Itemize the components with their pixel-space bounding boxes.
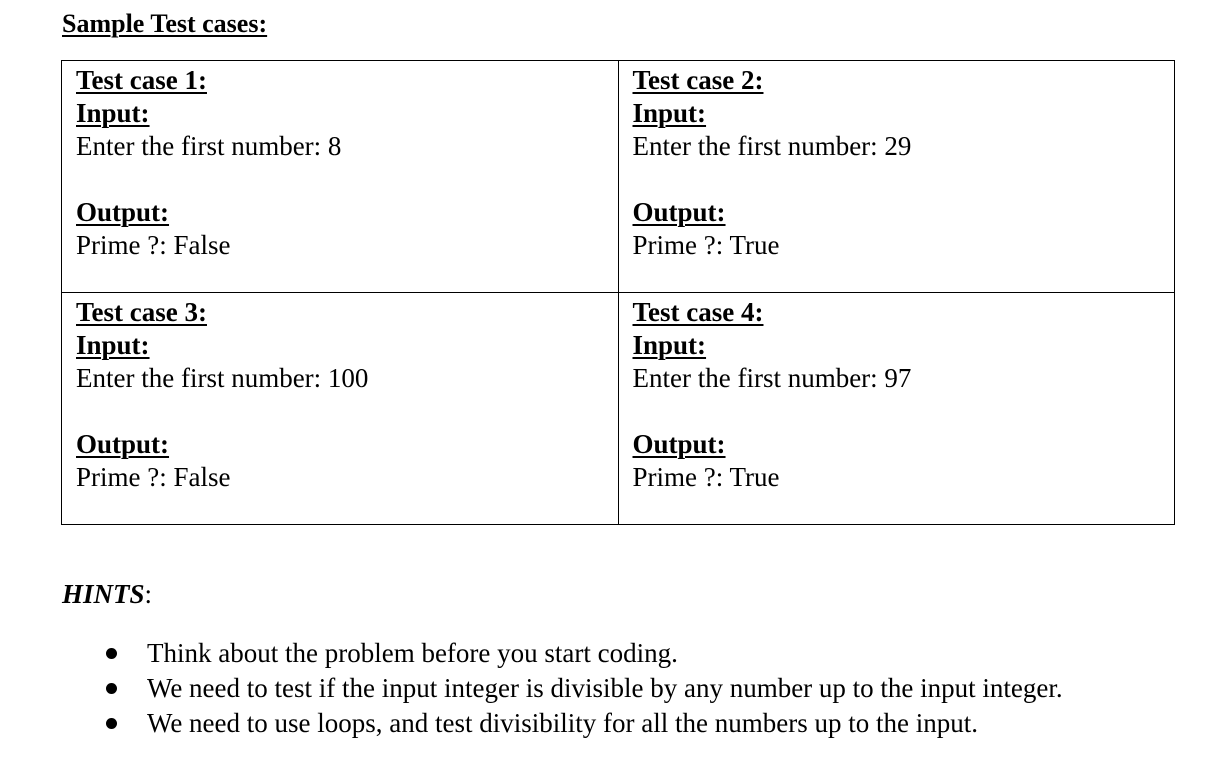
hints-title: HINTS — [62, 579, 145, 609]
table-row — [62, 293, 1175, 525]
input-label: Input: — [76, 98, 150, 128]
test-case-cell-3 — [62, 293, 619, 525]
list-item — [98, 636, 1063, 671]
list-item — [98, 706, 1063, 741]
output-text: Prime ?: True — [632, 230, 780, 260]
input-text: Enter the first number: 8 — [76, 131, 342, 161]
input-text: Enter the first number: 100 — [76, 363, 369, 393]
test-cases-table — [61, 60, 1175, 525]
output-label: Output: — [76, 197, 170, 227]
bullet-icon — [106, 718, 117, 729]
input-label: Input: — [632, 330, 707, 360]
output-text: Prime ?: False — [76, 230, 231, 260]
hints-heading — [62, 578, 152, 610]
hints-list — [98, 636, 1063, 741]
test-case-cell-2 — [618, 61, 1175, 293]
output-label: Output: — [76, 429, 170, 459]
test-case-title: Test case 4: — [632, 297, 764, 327]
hints-colon: : — [144, 579, 153, 609]
bullet-icon — [106, 648, 117, 659]
test-case-title: Test case 3: — [76, 297, 207, 327]
test-case-cell-1 — [62, 61, 619, 293]
bullet-icon — [106, 683, 117, 694]
hint-text: We need to use loops, and test divisibility for all the numbers up to the input. — [147, 708, 978, 738]
input-label: Input: — [632, 98, 707, 128]
input-text: Enter the first number: 29 — [632, 131, 912, 161]
sample-test-cases-heading: Sample Test cases: — [62, 9, 268, 38]
input-label: Input: — [76, 330, 150, 360]
test-case-title: Test case 2: — [632, 65, 764, 95]
hint-text: Think about the problem before you start coding. — [147, 638, 678, 668]
test-case-title: Test case 1: — [76, 65, 207, 95]
input-text: Enter the first number: 97 — [632, 363, 912, 393]
output-label: Output: — [632, 197, 726, 227]
table-row — [62, 61, 1175, 293]
output-text: Prime ?: False — [76, 462, 231, 492]
output-label: Output: — [632, 429, 726, 459]
test-case-cell-4 — [618, 293, 1175, 525]
list-item — [98, 671, 1063, 706]
hint-text: We need to test if the input integer is divisible by any number up to the input integer. — [147, 673, 1063, 703]
output-text: Prime ?: True — [632, 462, 780, 492]
